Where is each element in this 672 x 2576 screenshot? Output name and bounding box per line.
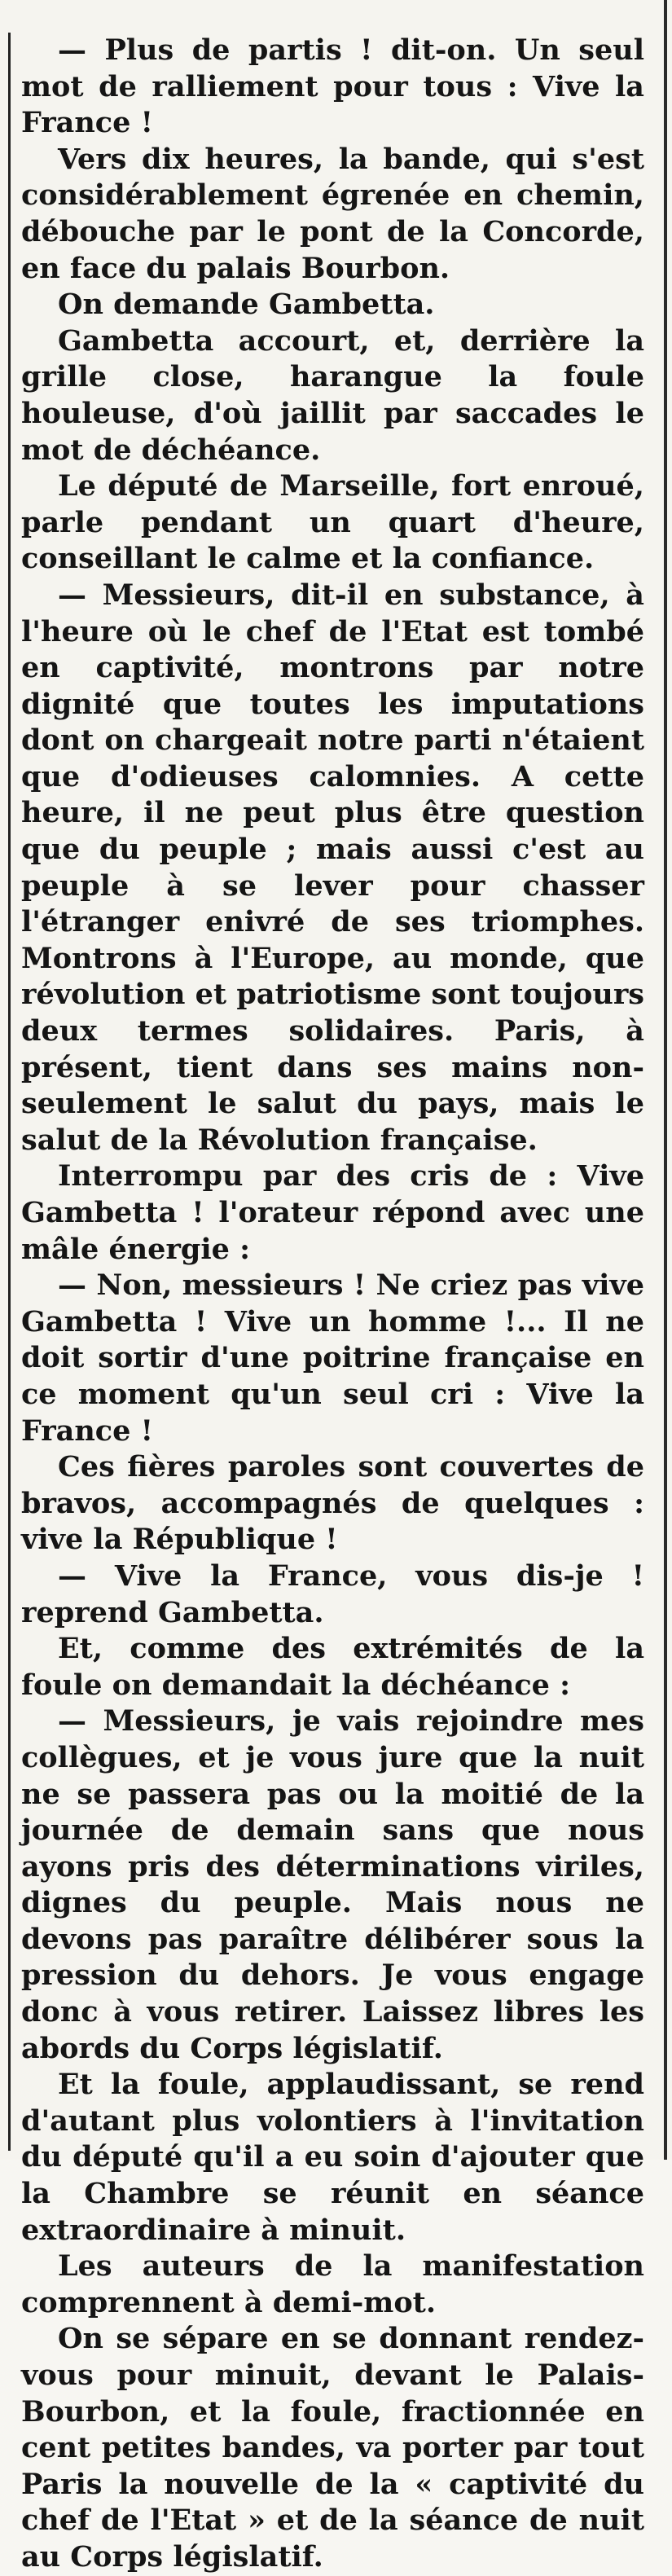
paragraph-9: Ces fières paroles sont couvertes de bravos, accompagnés de quelques : vive la République ! (21, 1450, 644, 1557)
paragraph-13: Et la foule, applaudissant, se rend d'autant plus volontiers à l'invitation du député qu'il a eu soin d'ajouter que la Chambre se réunit en séance extraordinaire à minuit. (21, 2068, 644, 2247)
paragraph-12: — Messieurs, je vais rejoindre mes collègues, et je vous jure que la nuit ne se passera pas ou la moitié de la journée de demain sans que nous ayons pris des déterminations viriles, dignes du peuple. Mais nous ne devons pas paraître délibérer sous la pression du dehors. Je vous engage donc à vous retirer. Laissez libres les abords du Corps législatif. (21, 1704, 644, 2065)
paragraph-10: — Vive la France, vous dis-je ! reprend Gambetta. (21, 1558, 644, 1629)
column-rule-left (8, 33, 11, 2151)
paragraph-8: — Non, messieurs ! Ne criez pas vive Gambetta ! Vive un homme !... Il ne doit sortir d'une poitrine française en ce moment qu'un seul cri : Vive la France ! (21, 1268, 644, 1448)
paragraph-2: Vers dix heures, la bande, qui s'est considérablement égrenée en chemin, débouche par le pont de la Concorde, en face du palais Bourbon. (21, 142, 644, 285)
paragraph-4: Gambetta accourt, et, derrière la grille close, harangue la foule houleuse, d'où jaillit par saccades le mot de déchéance. (21, 323, 644, 467)
paragraph-15: On se sépare en se donnant rendez-vous pour minuit, devant le Palais-Bourbon, et la foule, fractionnée en cent petites bandes, va porter par tout Paris la nouvelle de la « captivité du chef de l'Etat » et de la séance de nuit au Corps législatif. (21, 2322, 644, 2574)
column-rule-right (664, 0, 667, 2160)
paragraph-14: Les auteurs de la manifestation comprennent à demi-mot. (21, 2249, 644, 2319)
paragraph-6: — Messieurs, dit-il en substance, à l'heure où le chef de l'Etat est tombé en captivité, montrons par notre dignité que toutes les imputations dont on chargeait notre parti n'étaient que d'odieuses calomnies. A cette heure, il ne peut plus être question que du peuple ; mais aussi c'est au peuple à se lever pour chasser l'étranger enivré de ses triomphes. Montrons à l'Europe, au monde, que révolution et patriotisme sont toujours deux termes solidaires. Paris, à présent, tient dans ses mains non-seulement le salut du pays, mais le salut de la Révolution française. (21, 578, 644, 1157)
paragraph-7: Interrompu par des cris de : Vive Gambetta ! l'orateur répond avec une mâle énergie : (21, 1159, 644, 1266)
paragraph-1: — Plus de partis ! dit-on. Un seul mot de ralliement pour tous : Vive la France ! (21, 33, 644, 140)
paragraph-3: On demande Gambetta. (58, 288, 435, 322)
paragraph-11: Et, comme des extrémités de la foule on demandait la déchéance : (21, 1632, 644, 1702)
article-column (21, 33, 644, 2576)
paragraph-5: Le député de Marseille, fort enroué, parle pendant un quart d'heure, conseillant le calme et la confiance. (21, 469, 644, 576)
